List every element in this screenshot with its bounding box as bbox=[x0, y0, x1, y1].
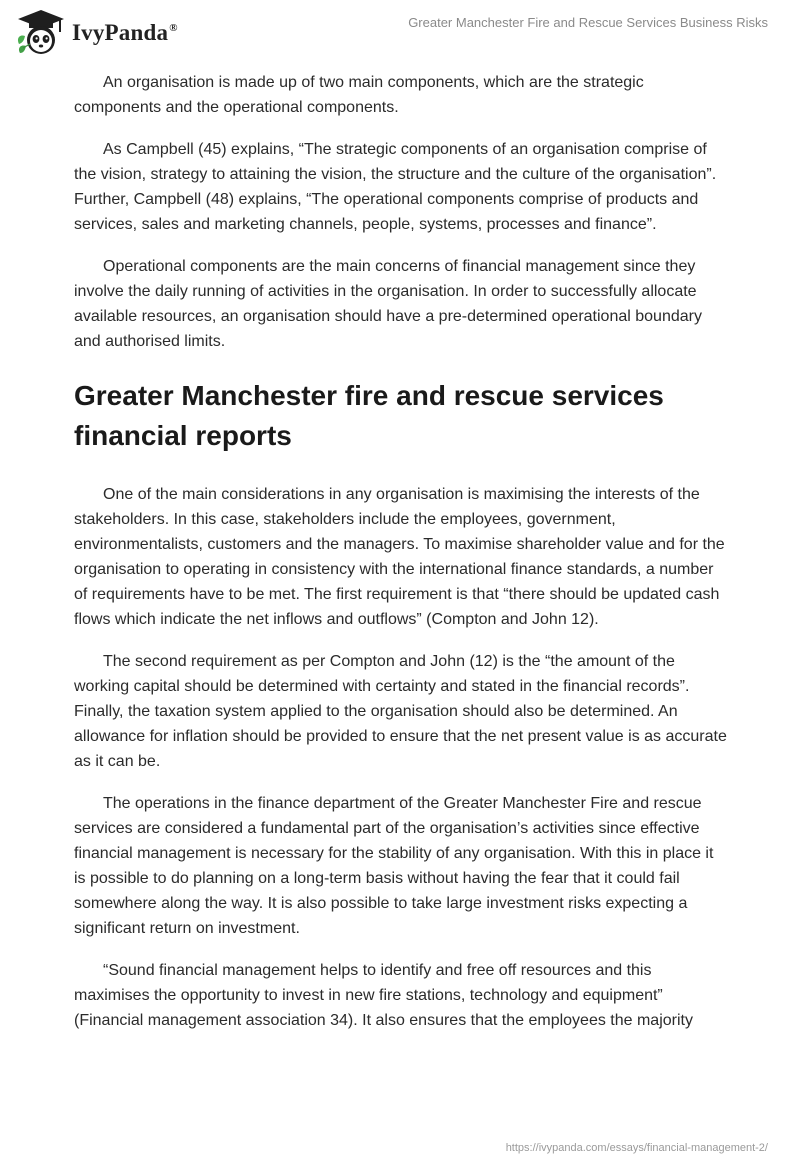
paragraph: Operational components are the main concerns of financial management since they involve the daily running of activities in the organisation. In order to successfully allocate available resources, an organisation should have a pre-determined operational boundary and authorised limits. bbox=[74, 258, 702, 350]
paragraph: The operations in the finance department of the Greater Manchester Fire and rescue services are considered a fundamental part of the organisation’s activities since effective financial management is necessary for the stability of any organisation. With this in place it is possible to do planning on a long-term basis without having the fear that it could fail somewhere along the way. It is also possible to take large investment risks expecting a significant return on investment. bbox=[74, 795, 714, 937]
page-header bbox=[0, 0, 800, 66]
source-url-link[interactable]: https://ivypanda.com/essays/financial-management-2/ bbox=[505, 1142, 768, 1154]
brand-name: IvyPanda® bbox=[72, 20, 178, 45]
paragraph: As Campbell (45) explains, “The strategic components of an organisation comprise of the vision, strategy to attaining the vision, the structure and the culture of the organisation”. Further, Campbell (48) explains, “The operational components comprise of products and services, sales and marketing channels, people, systems, processes and finance”. bbox=[74, 141, 717, 233]
paragraph: “Sound financial management helps to identify and free off resources and this maximises the opportunity to invest in new fire stations, technology and equipment” (Financial management association 34). It also ensures that the employees the majority bbox=[74, 962, 693, 1029]
paragraph: The second requirement as per Compton and John (12) is the “the amount of the working capital should be determined with certainty and stated in the financial records”. Finally, the taxation system applied to the organisation should also be determined. An allowance for inflation should be provided to ensure that the net present value is as accurate as it can be. bbox=[74, 653, 727, 770]
paragraph: One of the main considerations in any organisation is maximising the interests of the stakeholders. In this case, stakeholders include the employees, government, environmentalists, customers and the managers. To maximise shareholder value and for the organisation to operating in consistency with the international finance standards, a number of requirements have to be met. The first requirement is that “there should be updated cash flows which indicate the net inflows and outflows” (Compton and John 12). bbox=[74, 486, 725, 628]
paragraph: An organisation is made up of two main components, which are the strategic components and the operational components. bbox=[74, 74, 644, 116]
article-body bbox=[74, 70, 728, 1050]
document-title: Greater Manchester Fire and Rescue Services Business Risks bbox=[408, 15, 768, 30]
ivypanda-logo[interactable] bbox=[14, 8, 178, 58]
panda-graduate-icon bbox=[14, 8, 68, 58]
section-heading: Greater Manchester fire and rescue services financial reports bbox=[74, 380, 664, 451]
